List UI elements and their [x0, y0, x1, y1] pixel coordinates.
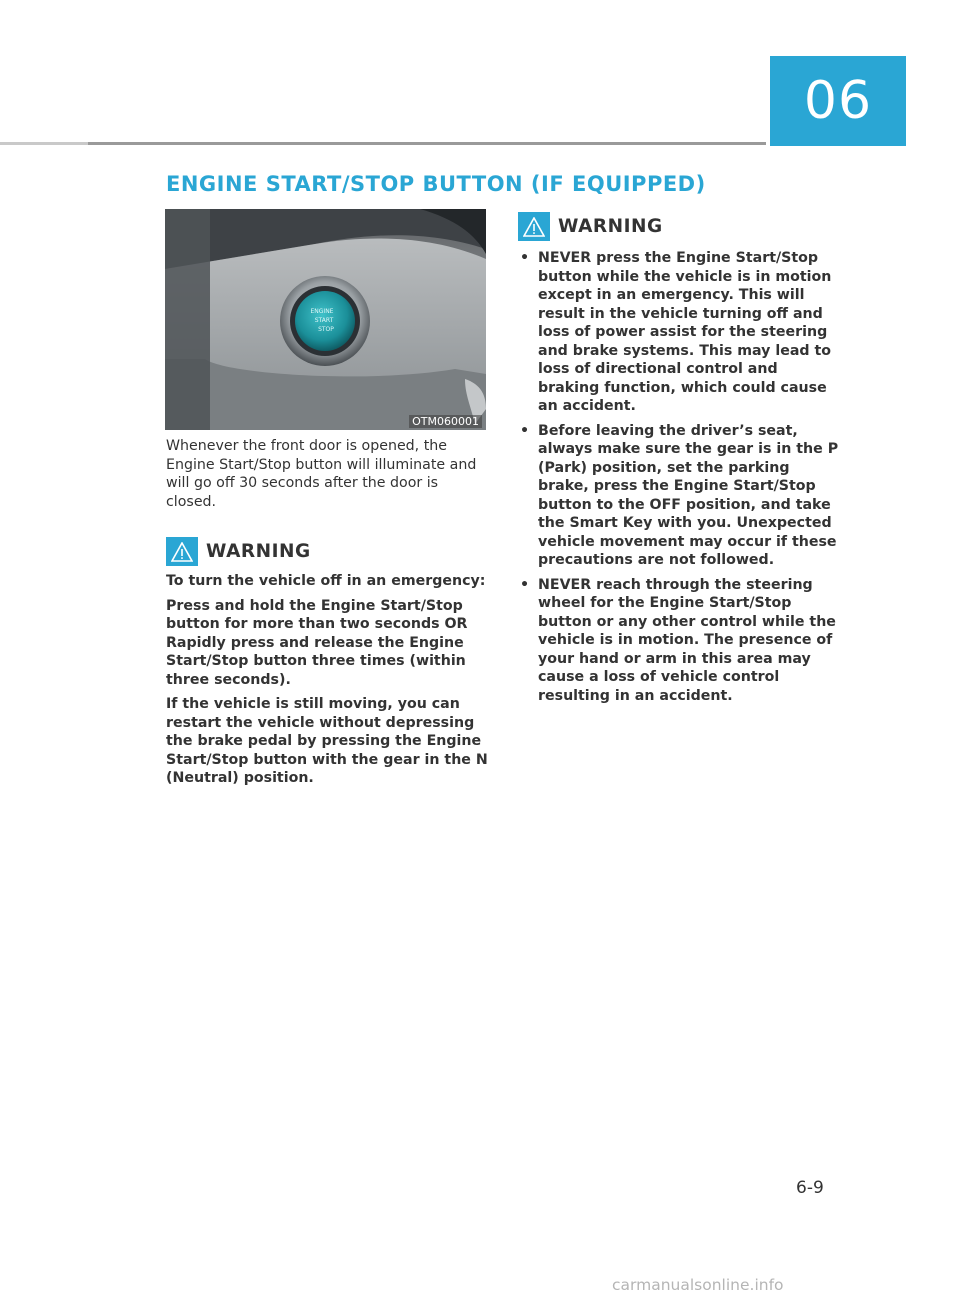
intro-paragraph: Whenever the front door is opened, the Engine Start/Stop button will illuminate and will go off 30 seconds after the door is closed. [166, 438, 477, 510]
page-number: 6-9 [796, 1178, 824, 1198]
warning-right-item-1: NEVER press the Engine Start/Stop button while the vehicle is in motion except in an emergency. This will result in the vehicle turning off and loss of power assist for the steering and brake systems. This may lead to loss of directional control and braking function, which could cause an accident. [538, 250, 832, 414]
section-title: ENGINE START/STOP BUTTON (IF EQUIPPED) [166, 172, 706, 196]
button-label-line-1: ENGINE [310, 308, 334, 315]
warning-right-header [518, 212, 840, 241]
warning-triangle-icon [166, 537, 198, 566]
list-item: • NEVER reach through the steering wheel for the Engine Start/Stop button or any other control while the vehicle is in motion. The presence of your hand or arm in this area may cause a loss of vehicle control resulting in an accident. [520, 576, 836, 704]
warning-left-paragraph-3: If the vehicle is still moving, you can restart the vehicle without depressing the brake pedal by pressing the Engine Start/Stop button with the gear in the N (Neutral) position. [166, 696, 488, 786]
header-rule-dark [88, 142, 766, 145]
watermark: carmanualsonline.info [612, 1276, 784, 1294]
chapter-number: 06 [803, 71, 873, 131]
warning-left-paragraph-2: Press and hold the Engine Start/Stop button for more than two seconds OR Rapidly press and release the Engine Start/Stop button three times (within three seconds). [166, 597, 468, 688]
chapter-tab [770, 56, 906, 146]
button-label-line-3: STOP [318, 326, 334, 333]
warning-left-header [166, 537, 492, 566]
dashboard-illustration [165, 209, 486, 430]
warning-right-item-3: NEVER reach through the steering wheel for the Engine Start/Stop button or any other control while the vehicle is in motion. The presence of your hand or arm in this area may cause a loss of vehicle control resulting in an accident. [538, 576, 836, 704]
figure-caption: OTM060001 [409, 415, 482, 428]
engine-start-stop-photo [165, 209, 486, 430]
warning-left-title: WARNING [206, 541, 311, 562]
list-item: • NEVER press the Engine Start/Stop button while the vehicle is in motion except in an emergency. This will result in the vehicle turning off and loss of power assist for the steering and brake systems. This may lead to loss of directional control and braking function, which could cause an accident. [520, 250, 832, 414]
warning-right [518, 212, 840, 711]
warning-right-item-2: Before leaving the driver’s seat, always make sure the gear is in the P (Park) position, set the parking brake, press the Engine Start/Stop button to the OFF position, and take the Smart Key with you. Unexpected vehicle movement may occur if these precautions are not followed. [538, 422, 839, 568]
warning-right-list [518, 249, 840, 705]
list-item: • Before leaving the driver’s seat, always make sure the gear is in the P (Park) position, set the parking brake, press the Engine Start/Stop button to the OFF position, and take the Smart Key with you. Unexpected vehicle movement may occur if these precautions are not followed. [520, 422, 839, 568]
warning-left-paragraph-1: To turn the vehicle off in an emergency: [166, 573, 486, 589]
button-label-line-2: START [314, 317, 334, 324]
warning-left [166, 537, 492, 788]
warning-right-title: WARNING [558, 216, 663, 237]
warning-triangle-icon [518, 212, 550, 241]
